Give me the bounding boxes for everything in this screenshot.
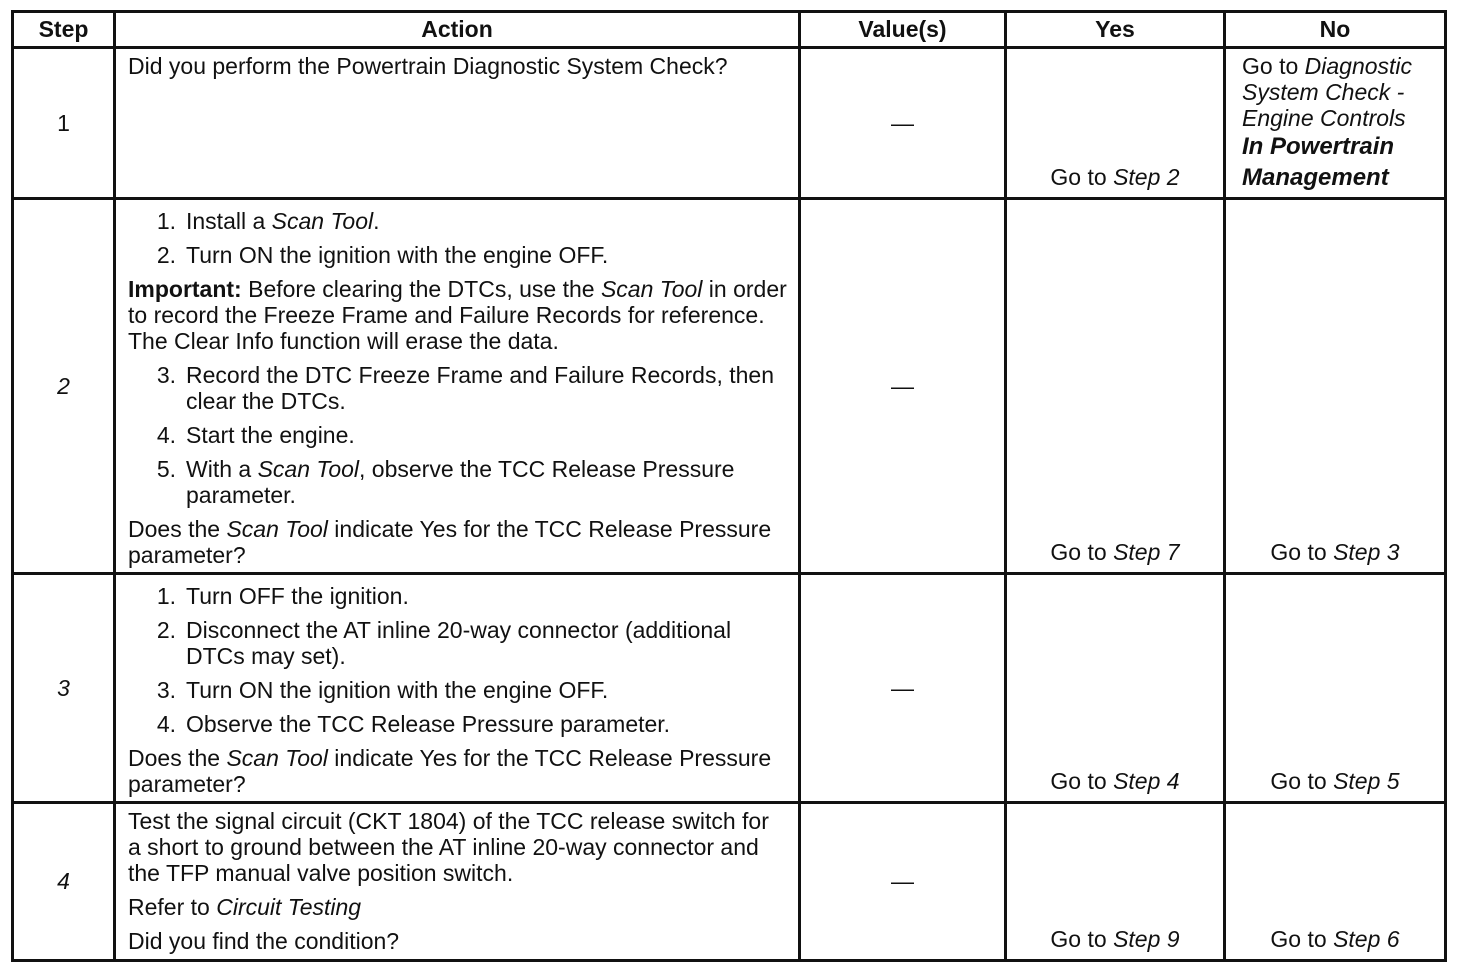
note-text: Before clearing the DTCs, use the [241,276,601,302]
no-target-bold-2: Management [1242,164,1389,191]
yes-cell [1006,803,1225,961]
list-item [128,362,788,414]
table-row [13,803,1446,961]
question-text: Does the [128,745,227,771]
no-cell [1225,199,1446,574]
value-cell: — [800,48,1006,199]
value-cell: — [800,803,1006,961]
refer-link-text: Circuit Testing [216,894,362,920]
no-prefix: Go to [1242,53,1305,79]
important-label: Important: [128,276,242,302]
yes-prefix: Go to [1050,539,1114,565]
question-text: indicate Yes for the TCC Release Pressure parameter? [128,745,772,797]
yes-target: Step 2 [1113,164,1180,190]
refer-text: Refer to [128,894,217,920]
yes-cell [1006,574,1225,803]
action-question: Did you perform the Powertrain Diagnostic System Check? [128,53,728,79]
item-text: Disconnect the AT inline 20-way connector (additional DTCs may set). [186,617,732,669]
no-cell [1225,803,1446,961]
item-text: Record the DTC Freeze Frame and Failure Records, then clear the DTCs. [186,362,775,414]
important-note [128,276,788,354]
yes-target: Step 9 [1113,926,1180,952]
action-cell [115,803,800,961]
yes-prefix: Go to [1050,926,1114,952]
item-text: Turn ON the ignition with the engine OFF. [186,677,609,703]
no-target: Diagnostic System Check - Engine Controls [1242,53,1413,131]
item-number: 1. [156,208,176,234]
step-number: 4 [13,803,115,961]
question-text-italic: Scan Tool [226,745,328,771]
question-text-italic: Scan Tool [226,516,328,542]
value-cell: — [800,199,1006,574]
no-prefix: Go to [1270,539,1334,565]
item-text-italic: Scan Tool [257,456,360,482]
list-item [128,583,788,609]
item-number: 4. [156,711,176,737]
item-text: Install a [186,208,272,234]
no-prefix: Go to [1270,926,1334,952]
step-number: 1 [13,48,115,199]
table-row [13,199,1446,574]
action-question: Did you find the condition? [128,928,400,954]
action-text: Test the signal circuit (CKT 1804) of the TCC release switch for a short to ground between the AT inline 20-way connector and the TFP manual valve position switch. [128,808,769,886]
no-cell [1225,574,1446,803]
list-item [128,208,788,234]
action-question [128,745,788,797]
header-no: No [1225,12,1446,48]
action-cell [115,199,800,574]
note-text-italic: Scan Tool [600,276,703,302]
value-cell: — [800,574,1006,803]
item-text-italic: Scan Tool [271,208,374,234]
note-text: in order to record the Freeze Frame and Failure Records for reference. The Clear Info function will erase the data. [128,276,787,354]
item-number: 3. [156,362,176,388]
item-text: Observe the TCC Release Pressure parameter. [186,711,671,737]
header-yes: Yes [1006,12,1225,48]
header-row [13,12,1446,48]
action-cell [115,48,800,199]
yes-target: Step 4 [1113,768,1180,794]
yes-target: Step 7 [1113,539,1180,565]
item-number: 2. [156,242,176,268]
item-number: 3. [156,677,176,703]
item-text: Turn ON the ignition with the engine OFF. [186,242,609,268]
yes-cell [1006,199,1225,574]
list-item [128,617,788,669]
question-text: indicate Yes for the TCC Release Pressure parameter? [128,516,772,568]
step-number: 2 [13,199,115,574]
table-row [13,574,1446,803]
action-cell [115,574,800,803]
no-target-bold-1: In Powertrain [1242,133,1395,160]
header-action: Action [115,12,800,48]
yes-prefix: Go to [1050,164,1114,190]
no-target: Step 6 [1333,926,1400,952]
refer-line [128,894,788,920]
item-text: Turn OFF the ignition. [186,583,409,609]
header-step: Step [13,12,115,48]
diagnostic-table [11,10,1447,962]
item-number: 2. [156,617,176,643]
action-question [128,516,788,568]
list-item [128,242,788,268]
item-text: . [373,208,380,234]
item-number: 5. [156,456,176,482]
yes-cell [1006,48,1225,199]
header-values: Value(s) [800,12,1006,48]
item-number: 4. [156,422,176,448]
item-text: Start the engine. [186,422,355,448]
step-number: 3 [13,574,115,803]
item-text: , observe the TCC Release Pressure parameter. [186,456,735,508]
yes-prefix: Go to [1050,768,1114,794]
question-text: Does the [128,516,227,542]
no-cell [1225,48,1446,199]
list-item [128,422,788,448]
list-item [128,677,788,703]
table-row [13,48,1446,199]
list-item [128,711,788,737]
item-number: 1. [156,583,176,609]
list-item [128,456,788,508]
item-text: With a [186,456,258,482]
no-target: Step 5 [1333,768,1400,794]
no-prefix: Go to [1270,768,1334,794]
no-target: Step 3 [1333,539,1400,565]
